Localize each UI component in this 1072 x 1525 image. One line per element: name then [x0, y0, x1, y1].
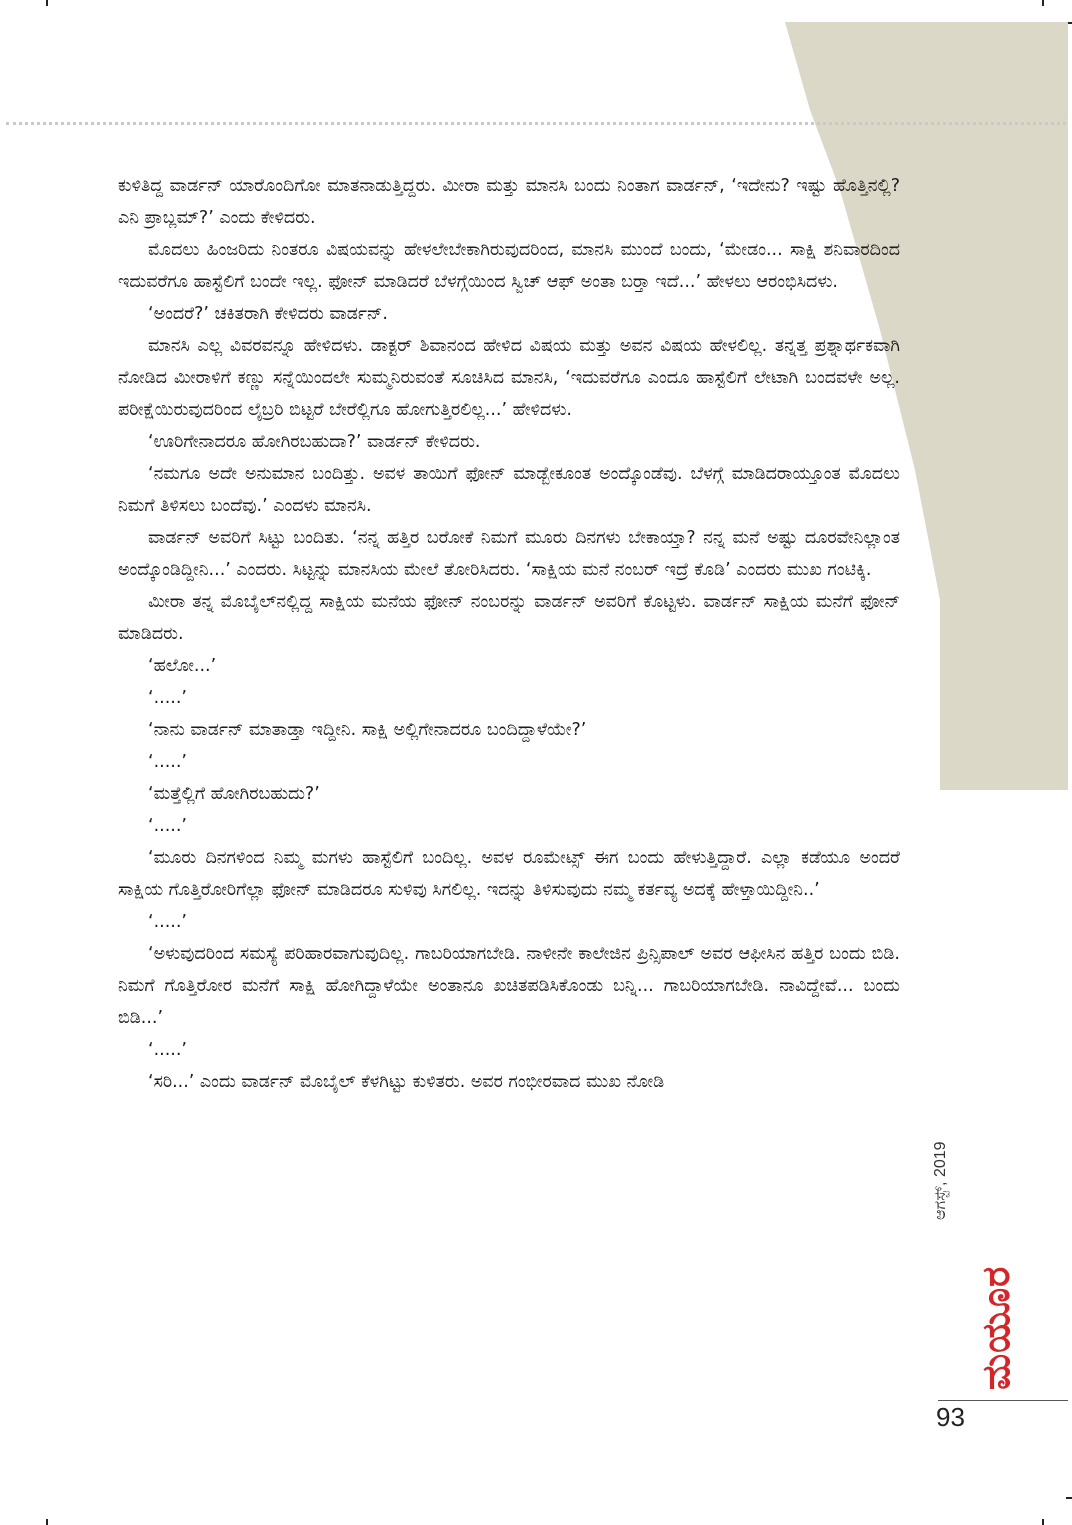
- issue-date: ಆಗಸ್ಟ್, 2019: [932, 1141, 949, 1220]
- dialogue-line: ‘ಮತ್ತೆಲ್ಲಿಗೆ ಹೋಗಿರಬಹುದು?’: [148, 784, 320, 804]
- paragraph: ವಾರ್ಡನ್ ಅವರಿಗೆ ಸಿಟ್ಟು ಬಂದಿತು. ‘ನನ್ನ ಹತ್ತಿರ ಬರೋಕೆ ನಿಮಗೆ ಮೂರು ದಿನಗಳು ಬೇಕಾಯ್ತಾ? ನನ್ನ ಮನೆ ಅಷ್ಟು ದೂರವೇನಿಲ್ಲಾಂತ ಅಂದ್ಕೊಂಡಿದ್ದೀನಿ...’ ಎಂದರು. ಸಿಟ್ಟನ್ನು ಮಾನಸಿಯ ಮೇಲೆ ತೋರಿಸಿದರು. ‘ಸಾಕ್ಷಿಯ ಮನೆ ನಂಬರ್ ಇದ್ರೆ ಕೊಡಿ’ ಎಂದರು ಮುಖ ಗಂಟಿಕ್ಕಿ.: [118, 528, 900, 580]
- article-body: [118, 170, 900, 1098]
- dialogue-ellipsis: ‘.....’: [148, 752, 187, 772]
- paragraph: ‘ಸರಿ...’ ಎಂದು ವಾರ್ಡನ್ ಮೊಬೈಲ್ ಕೆಳಗಿಟ್ಟು ಕುಳಿತರು. ಅವರ ಗಂಭೀರವಾದ ಮುಖ ನೋಡಿ: [148, 1072, 665, 1092]
- paragraph: ‘ಅಂದರೆ?’ ಚಕಿತರಾಗಿ ಕೇಳಿದರು ವಾರ್ಡನ್.: [148, 304, 388, 324]
- paragraph: ‘ನಮಗೂ ಅದೇ ಅನುಮಾನ ಬಂದಿತ್ತು. ಅವಳ ತಾಯಿಗೆ ಫೋನ್ ಮಾಡ್ಬೇಕೂಂತ ಅಂದ್ಕೊಂಡೆವು. ಬೆಳಗ್ಗೆ ಮಾಡಿದರಾಯ್ತೂಂತ ಮೊದಲು ನಿಮಗೆ ತಿಳಿಸಲು ಬಂದೆವು.’ ಎಂದಳು ಮಾನಸಿ.: [118, 464, 900, 516]
- dialogue-line: ‘ಹಲೋ...’: [148, 656, 217, 676]
- paragraph: ಮೊದಲು ಹಿಂಜರಿದು ನಿಂತರೂ ವಿಷಯವನ್ನು ಹೇಳಲೇಬೇಕಾಗಿರುವುದರಿಂದ, ಮಾನಸಿ ಮುಂದೆ ಬಂದು, ‘ಮೇಡಂ... ಸಾಕ್ಷಿ ಶನಿವಾರದಿಂದ ಇದುವರೆಗೂ ಹಾಸ್ಟೆಲಿಗೆ ಬಂದೇ ಇಲ್ಲ. ಫೋನ್ ಮಾಡಿದರೆ ಬೆಳಗ್ಗೆಯಿಂದ ಸ್ವಿಚ್ ಆಫ್ ಅಂತಾ ಬರ್‍ತಾ ಇದೆ...’ ಹೇಳಲು ಆರಂಭಿಸಿದಳು.: [118, 240, 900, 292]
- paragraph: ‘ಮೂರು ದಿನಗಳಿಂದ ನಿಮ್ಮ ಮಗಳು ಹಾಸ್ಟೆಲಿಗೆ ಬಂದಿಲ್ಲ. ಅವಳ ರೂಮೇಟ್ಸ್ ಈಗ ಬಂದು ಹೇಳುತ್ತಿದ್ದಾರೆ. ಎಲ್ಲಾ ಕಡೆಯೂ ಅಂದರೆ ಸಾಕ್ಷಿಯ ಗೊತ್ತಿರೋರಿಗೆಲ್ಲಾ ಫೋನ್ ಮಾಡಿದರೂ ಸುಳಿವು ಸಿಗಲಿಲ್ಲ. ಇದನ್ನು ತಿಳಿಸುವುದು ನಮ್ಮ ಕರ್ತವ್ಯ ಅದಕ್ಕೆ ಹೇಳ್ತಾಯಿದ್ದೀನಿ..’: [118, 848, 900, 900]
- dialogue-ellipsis: ‘.....’: [148, 816, 187, 836]
- dialogue-ellipsis: ‘.....’: [148, 688, 187, 708]
- folio: [930, 1100, 1018, 1400]
- dialogue-line: ‘ನಾನು ವಾರ್ಡನ್ ಮಾತಾಡ್ತಾ ಇದ್ದೀನಿ. ಸಾಕ್ಷಿ ಅಲ್ಲಿಗೇನಾದರೂ ಬಂದಿದ್ದಾಳೆಯೇ?’: [148, 720, 587, 740]
- page-number: 93: [936, 1402, 965, 1432]
- page-number-rule: [938, 1400, 1068, 1401]
- header-dotted-rule: [6, 122, 1066, 125]
- dialogue-ellipsis: ‘.....’: [148, 1040, 187, 1060]
- paragraph: ಮಾನಸಿ ಎಲ್ಲ ವಿವರವನ್ನೂ ಹೇಳಿದಳು. ಡಾಕ್ಟರ್ ಶಿವಾನಂದ ಹೇಳಿದ ವಿಷಯ ಮತ್ತು ಅವನ ವಿಷಯ ಹೇಳಲಿಲ್ಲ. ತನ್ನತ್ತ ಪ್ರಶ್ನಾರ್ಥಕವಾಗಿ ನೋಡಿದ ಮೀರಾಳಿಗೆ ಕಣ್ಣು ಸನ್ನೆಯಿಂದಲೇ ಸುಮ್ಮನಿರುವಂತೆ ಸೂಚಿಸಿದ ಮಾನಸಿ, ‘ಇದುವರೆಗೂ ಎಂದೂ ಹಾಸ್ಟೆಲಿಗೆ ಲೇಟಾಗಿ ಬಂದವಳೇ ಅಲ್ಲ. ಪರೀಕ್ಷೆಯಿರುವುದರಿಂದ ಲೈಬ್ರರಿ ಬಿಟ್ಟರೆ ಬೇರೆಲ್ಲಿಗೂ ಹೋಗುತ್ತಿರಲಿಲ್ಲ...’ ಹೇಳಿದಳು.: [118, 336, 900, 420]
- paragraph: ‘ಊರಿಗೇನಾದರೂ ಹೋಗಿರಬಹುದಾ?’ ವಾರ್ಡನ್ ಕೇಳಿದರು.: [148, 432, 481, 452]
- paragraph: ‘ಅಳುವುದರಿಂದ ಸಮಸ್ಯೆ ಪರಿಹಾರವಾಗುವುದಿಲ್ಲ. ಗಾಬರಿಯಾಗಬೇಡಿ. ನಾಳೀನೇ ಕಾಲೇಜಿನ ಪ್ರಿನ್ಸಿಪಾಲ್ ಅವರ ಆಫೀಸಿನ ಹತ್ತಿರ ಬಂದು ಬಿಡಿ. ನಿಮಗೆ ಗೊತ್ತಿರೋರ ಮನೆಗೆ ಸಾಕ್ಷಿ ಹೋಗಿದ್ದಾಳೆಯೇ ಅಂತಾನೂ ಖಚಿತಪಡಿಸಿಕೊಂಡು ಬನ್ನಿ... ಗಾಬರಿಯಾಗಬೇಡಿ. ನಾವಿದ್ದೇವೆ... ಬಂದು ಬಿಡಿ...’: [118, 944, 900, 1028]
- paragraph: ಕುಳಿತಿದ್ದ ವಾರ್ಡನ್ ಯಾರೊಂದಿಗೋ ಮಾತನಾಡುತ್ತಿದ್ದರು. ಮೀರಾ ಮತ್ತು ಮಾನಸಿ ಬಂದು ನಿಂತಾಗ ವಾರ್ಡನ್, ‘ಇದೇನು? ಇಷ್ಟು ಹೊತ್ತಿನಲ್ಲಿ? ಎನಿ ಪ್ರಾಬ್ಲಮ್?’ ಎಂದು ಕೇಳಿದರು.: [118, 176, 900, 228]
- dialogue-ellipsis: ‘.....’: [148, 912, 187, 932]
- magazine-logo: ಮಯೂರ: [974, 1265, 1018, 1390]
- paragraph: ಮೀರಾ ತನ್ನ ಮೊಬೈಲ್‌ನಲ್ಲಿದ್ದ ಸಾಕ್ಷಿಯ ಮನೆಯ ಫೋನ್ ನಂಬರನ್ನು ವಾರ್ಡನ್ ಅವರಿಗೆ ಕೊಟ್ಟಳು. ವಾರ್ಡನ್ ಸಾಕ್ಷಿಯ ಮನೆಗೆ ಫೋನ್ ಮಾಡಿದರು.: [118, 592, 900, 644]
